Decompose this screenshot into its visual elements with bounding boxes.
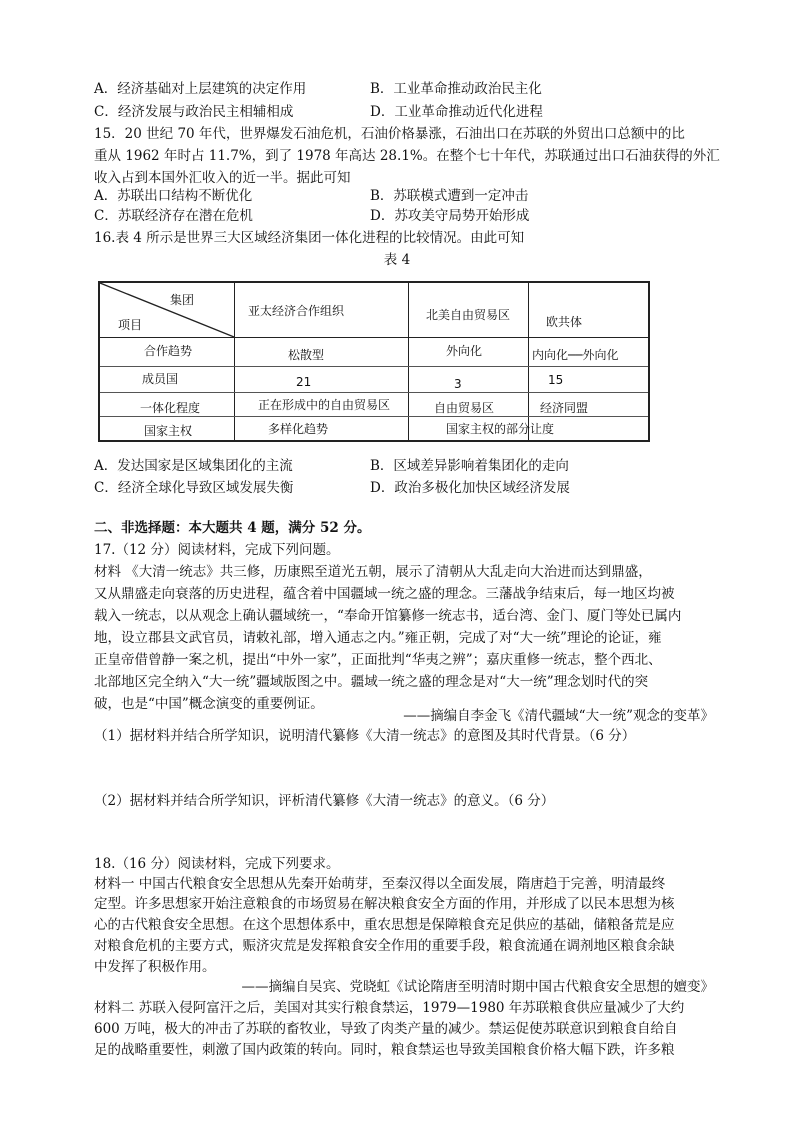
q18-material1-line: 对粮食危机的主要方式，赈济灾荒是发挥粮食安全作用的重要手段，粮食流通在调剂地区粮食余缺 — [94, 938, 675, 954]
table-row-label: 合作趋势 — [144, 344, 193, 358]
table-cell: 国家主权的部分让度 — [446, 422, 555, 436]
q15-stem-line-3: 收入占到本国外汇收入的近一半。据此可知 — [94, 170, 351, 186]
q18-material1-line: 心的古代粮食安全思想。在这个思想体系中，重农思想是保障粮食充足供应的基础，储粮备荒是应 — [94, 917, 675, 933]
q17-material-line: 又从鼎盛走向衰落的历史进程，蕴含着中国疆域一统之盛的理念。三藩战争结束后，每一地区均被 — [94, 586, 675, 602]
q17-material-line: 地，设立郡县文武官员，请敕礼部，增入通志之内。”雍正朝，完成了对“大一统”理论的论证，雍 — [94, 630, 662, 646]
q16-option-b[interactable]: B．区域差异影响着集团化的走向 — [370, 458, 569, 474]
table-hline — [100, 366, 648, 367]
table-hline — [100, 392, 648, 393]
table-cell: 多样化趋势 — [268, 422, 329, 436]
q15-stem-line-1: 15．20 世纪 70 年代，世界爆发石油危机，石油价格暴涨，石油出口在苏联的外贸出口总额中的比 — [94, 126, 685, 142]
table-cell: 3 — [454, 377, 462, 391]
q18-material1-line: 材料一 中国古代粮食安全思想从先秦开始萌芽，至秦汉得以全面发展，隋唐趋于完善，明清最终 — [94, 876, 666, 892]
q14-option-d[interactable]: D．工业革命推动近代化进程 — [370, 104, 543, 120]
comparison-table — [98, 281, 650, 442]
table-hline — [100, 416, 648, 417]
q14-option-c[interactable]: C．经济发展与政治民主相辅相成 — [94, 104, 294, 120]
q17-question-2: （2）据材料并结合所学知识，评析清代纂修《大清一统志》的意义。（6 分） — [94, 793, 555, 809]
table-row-label: 成员国 — [142, 372, 179, 386]
q14-option-b[interactable]: B．工业革命推动政治民主化 — [370, 81, 542, 97]
q18-material2-line: 材料二 苏联入侵阿富汗之后，美国对其实行粮食禁运，1979—1980 年苏联粮食供应量减少了大约 — [94, 1000, 685, 1016]
q17-material-line: 材料 《大清一统志》共三修，历康熙至道光五朝，展示了清朝从大乱走向大治进而达到鼎盛， — [94, 564, 652, 580]
table-hline — [100, 337, 648, 338]
table-cell: 松散型 — [288, 348, 325, 362]
q18-material2-line: 600 万吨，极大的冲击了苏联的畜牧业，导致了肉类产量的减少。禁运促使苏联意识到粮食自给自 — [94, 1021, 678, 1037]
q17-material-line: 北部地区完全纳入“大一统”疆域版图之中。疆域一统之盛的理念是对“大一统”理念划时代的突 — [94, 674, 649, 690]
table-header-nafta: 北美自由贸易区 — [426, 308, 511, 322]
q15-option-c[interactable]: C．苏联经济存在潜在危机 — [94, 208, 253, 224]
q18-source1: ——摘编自吴宾、党晓虹《试论隋唐至明清时期中国古代粮食安全思想的嬗变》 — [241, 979, 714, 995]
table-corner-top: 集团 — [170, 293, 195, 307]
table-cell: 21 — [296, 375, 312, 389]
q16-option-d[interactable]: D．政治多极化加快区域经济发展 — [370, 480, 570, 496]
table-cell: 经济同盟 — [540, 401, 589, 415]
q17-intro: 17.（12 分）阅读材料，完成下列问题。 — [94, 542, 340, 558]
q18-material1-line: 定型。许多思想家开始注意粮食的市场贸易在解决粮食安全方面的作用，并形成了以民本思想为核 — [94, 896, 675, 912]
q16-option-c[interactable]: C．经济全球化导致区域发展失衡 — [94, 480, 294, 496]
q18-material2-line: 足的战略重要性，刺激了国内政策的转向。同时，粮食禁运也导致美国粮食价格大幅下跌，许多粮 — [94, 1042, 675, 1058]
table-cell: 自由贸易区 — [434, 401, 495, 415]
q17-material-line: 破，也是“中国”概念演变的重要例证。 — [94, 696, 324, 712]
section-2-heading: 二、非选择题：本大题共 4 题，满分 52 分。 — [94, 520, 371, 536]
table-row-label: 一体化程度 — [140, 401, 201, 415]
q14-option-a[interactable]: A．经济基础对上层建筑的决定作用 — [94, 81, 307, 97]
q18-material1-line: 中发挥了积极作用。 — [94, 959, 216, 975]
q15-option-a[interactable]: A．苏联出口结构不断优化 — [94, 188, 253, 204]
q17-material-line: 载入一统志，以从观念上确认疆域统一，“奉命开馆纂修一统志书，适台湾、金门、厦门等处已属内 — [94, 608, 682, 624]
table-cell: 内向化──外向化 — [532, 348, 619, 362]
table-cell: 正在形成中的自由贸易区 — [258, 398, 391, 412]
table-header-ec: 欧共体 — [546, 315, 583, 329]
table-row-label: 国家主权 — [144, 424, 193, 438]
table-cell: 15 — [548, 373, 564, 387]
q16-option-a[interactable]: A．发达国家是区域集团化的主流 — [94, 458, 293, 474]
q17-question-1: （1）据材料并结合所学知识，说明清代纂修《大清一统志》的意图及其时代背景。（6 分） — [94, 728, 636, 744]
q15-option-d[interactable]: D．苏攻美守局势开始形成 — [370, 208, 530, 224]
q17-material-line: 正皇帝借曾静一案之机，提出“中外一家”，正面批判“华夷之辨”；嘉庆重修一统志，整个西北、 — [94, 652, 662, 668]
q15-option-b[interactable]: B．苏联模式遭到一定冲击 — [370, 188, 529, 204]
table-cell: 外向化 — [446, 344, 483, 358]
q15-stem-line-2: 重从 1962 年时占 11.7%，到了 1978 年高达 28.1%。在整个七十年代，苏联通过出口石油获得的外汇 — [94, 148, 720, 164]
q16-stem: 16.表 4 所示是世界三大区域经济集团一体化进程的比较情况。由此可知 — [94, 230, 525, 246]
table-header-apec: 亚太经济合作组织 — [248, 304, 345, 318]
q18-intro: 18.（16 分）阅读材料，完成下列要求。 — [94, 856, 340, 872]
table-caption: 表 4 — [383, 252, 411, 268]
table-corner-bottom: 项目 — [118, 318, 143, 332]
q17-source: ——摘编自李金飞《清代疆域“大一统”观念的变革》 — [403, 708, 714, 724]
